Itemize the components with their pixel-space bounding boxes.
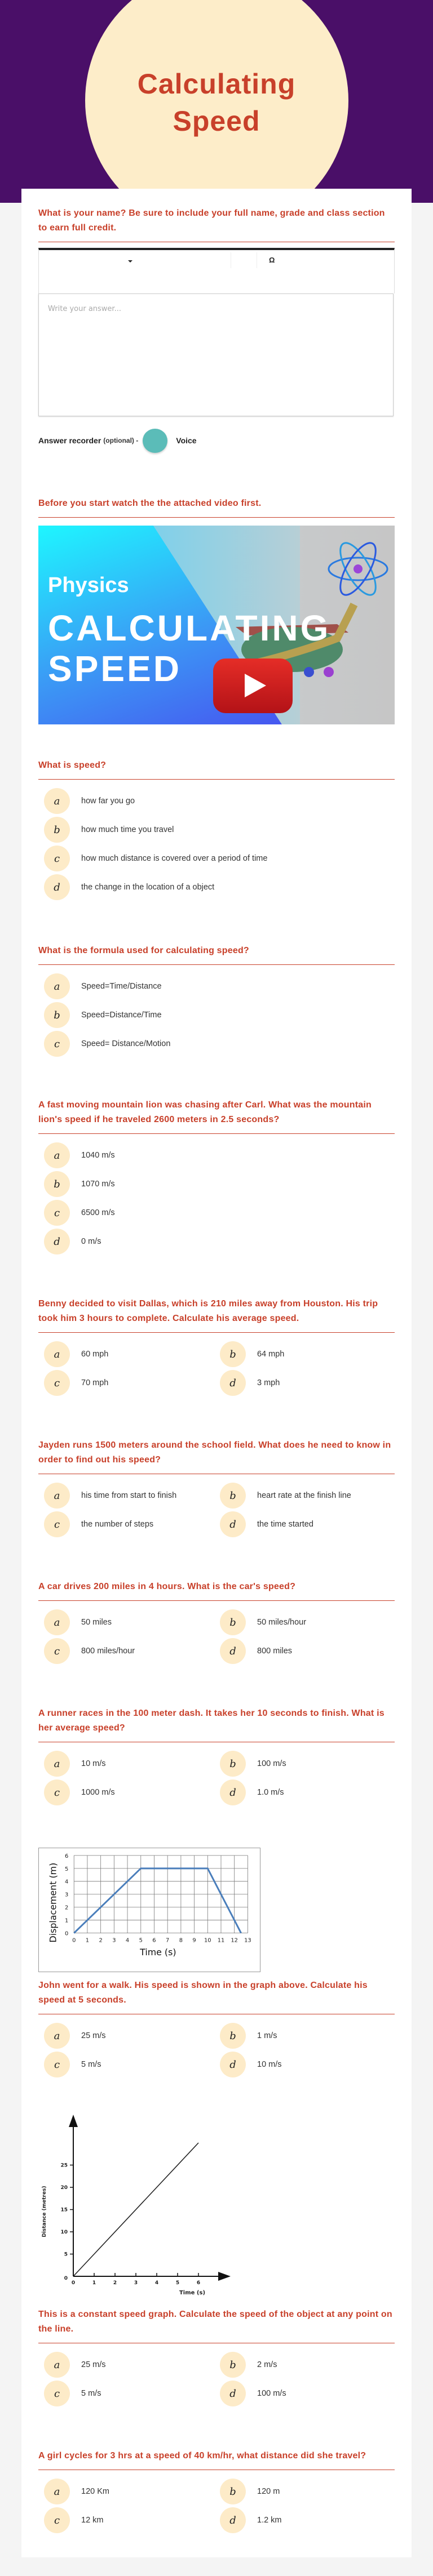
option-letter-badge: b bbox=[220, 1609, 246, 1635]
answer-option-b[interactable] bbox=[214, 1483, 390, 1509]
answer-options bbox=[38, 1609, 395, 1664]
option-text: 10 m/s bbox=[257, 2060, 282, 2069]
y-tick-label: 10 bbox=[60, 2230, 68, 2235]
voice-record-button[interactable] bbox=[143, 429, 167, 453]
x-tick-label: 0 bbox=[72, 1937, 76, 1944]
thumbnail-speed: SPEED bbox=[48, 648, 182, 689]
option-text: 5 m/s bbox=[81, 2389, 101, 2398]
answer-option-c[interactable] bbox=[38, 2507, 214, 2533]
question-title: Benny decided to visit Dallas, which is 210 miles away from Houston. His trip took him 3 hours to complete. Calculate his average speed. bbox=[38, 1297, 395, 1333]
question-title: What is your name? Be sure to include your full name, grade and class section to earn full credit. bbox=[38, 206, 395, 242]
y-tick-label: 2 bbox=[65, 1905, 69, 1911]
question-title: John went for a walk. His speed is shown in the graph above. Calculate his speed at 5 seconds. bbox=[38, 1978, 395, 2014]
x-tick-label: 8 bbox=[179, 1937, 183, 1944]
answer-option-a[interactable] bbox=[38, 1609, 214, 1635]
answer-option-c[interactable] bbox=[38, 1511, 214, 1537]
question-title: Jayden runs 1500 meters around the school field. What does he need to know in order to find out his speed? bbox=[38, 1438, 395, 1474]
x-tick-label: 1 bbox=[92, 2280, 96, 2286]
y-tick-label: 1 bbox=[65, 1917, 69, 1924]
thumbnail-physics: Physics bbox=[48, 573, 129, 597]
question-girl bbox=[38, 2449, 395, 2533]
x-tick-label: 1 bbox=[85, 1937, 90, 1944]
option-text: 70 mph bbox=[81, 1378, 109, 1387]
y-axis-arrow-icon bbox=[69, 2115, 78, 2127]
y-tick-label: 25 bbox=[60, 2163, 68, 2169]
option-text: heart rate at the finish line bbox=[257, 1491, 351, 1500]
option-letter-badge: d bbox=[220, 1511, 246, 1537]
option-letter-badge: d bbox=[44, 874, 70, 900]
option-letter-badge: b bbox=[220, 1341, 246, 1367]
option-text: 1.2 km bbox=[257, 2516, 282, 2525]
question-runner bbox=[38, 1706, 395, 1805]
answer-option-d[interactable] bbox=[214, 1370, 390, 1396]
answer-option-c[interactable] bbox=[38, 1638, 214, 1664]
answer-options bbox=[38, 2352, 395, 2406]
option-text: 100 m/s bbox=[257, 1759, 286, 1768]
option-text: 800 miles/hour bbox=[81, 1647, 135, 1656]
question-car bbox=[38, 1580, 395, 1664]
page-title-line2: Speed bbox=[173, 105, 260, 137]
option-text: 1 m/s bbox=[257, 2031, 277, 2040]
answer-option-a[interactable] bbox=[38, 2352, 214, 2378]
option-letter-badge: c bbox=[44, 1779, 70, 1805]
x-tick-label: 5 bbox=[139, 1937, 143, 1944]
option-text: Speed=Distance/Time bbox=[81, 1011, 162, 1020]
option-text: 2 m/s bbox=[257, 2360, 277, 2369]
option-text: how far you go bbox=[81, 797, 135, 806]
option-letter-badge: b bbox=[44, 817, 70, 843]
x-tick-label: 9 bbox=[192, 1937, 196, 1944]
option-text: the number of steps bbox=[81, 1520, 154, 1529]
option-letter-badge: b bbox=[220, 2023, 246, 2049]
y-axis-label: Distance (metres) bbox=[42, 2186, 47, 2237]
thumbnail-calculating: CALCULATING bbox=[48, 608, 331, 648]
voice-label: Voice bbox=[176, 436, 197, 445]
x-tick-label: 11 bbox=[217, 1937, 225, 1944]
option-text: Speed=Time/Distance bbox=[81, 982, 162, 991]
option-text: 0 m/s bbox=[81, 1237, 101, 1246]
answer-option-b[interactable] bbox=[214, 1609, 390, 1635]
option-letter-badge: d bbox=[220, 1779, 246, 1805]
option-letter-badge: c bbox=[44, 1200, 70, 1226]
answer-option-b[interactable] bbox=[38, 817, 395, 843]
answer-option-a[interactable] bbox=[38, 973, 395, 999]
option-letter-badge: b bbox=[44, 1171, 70, 1197]
option-letter-badge: d bbox=[44, 1229, 70, 1254]
name-question bbox=[38, 206, 395, 242]
video-section bbox=[38, 496, 395, 518]
answer-options bbox=[38, 2023, 395, 2077]
x-tick-label: 10 bbox=[204, 1937, 211, 1944]
atom-icon bbox=[326, 540, 391, 599]
answer-option-c[interactable] bbox=[38, 1779, 214, 1805]
answer-options bbox=[38, 1341, 395, 1396]
answer-option-d[interactable] bbox=[214, 2052, 390, 2077]
option-text: 12 km bbox=[81, 2516, 104, 2525]
answer-option-c[interactable] bbox=[38, 1031, 395, 1057]
answer-option-d[interactable] bbox=[214, 1511, 390, 1537]
option-letter-badge: c bbox=[44, 2052, 70, 2077]
answer-option-a[interactable] bbox=[38, 2479, 214, 2504]
option-text: 6500 m/s bbox=[81, 1208, 115, 1217]
option-text: how much time you travel bbox=[81, 825, 174, 834]
answer-option-d[interactable] bbox=[38, 874, 395, 900]
option-letter-badge: a bbox=[44, 1341, 70, 1367]
x-tick-label: 2 bbox=[113, 2280, 117, 2286]
answer-options bbox=[38, 2479, 395, 2533]
option-letter-badge: c bbox=[44, 1370, 70, 1396]
question-title: This is a constant speed graph. Calculate the speed of the object at any point on the line. bbox=[38, 2307, 395, 2343]
option-letter-badge: c bbox=[44, 1638, 70, 1664]
text-format-toolbar bbox=[38, 248, 395, 293]
x-tick-label: 4 bbox=[125, 1937, 130, 1944]
distance-series-line bbox=[73, 2143, 198, 2276]
page-title-line1: Calculating bbox=[137, 68, 296, 100]
x-tick-label: 12 bbox=[231, 1937, 238, 1944]
x-tick-label: 3 bbox=[134, 2280, 138, 2286]
option-text: 1.0 m/s bbox=[257, 1788, 284, 1797]
y-tick-label: 0 bbox=[64, 2276, 68, 2281]
question-benny bbox=[38, 1297, 395, 1396]
answer-option-c[interactable] bbox=[38, 846, 395, 871]
option-letter-badge: c bbox=[44, 1511, 70, 1537]
option-text: 3 mph bbox=[257, 1378, 280, 1387]
option-letter-badge: b bbox=[220, 1483, 246, 1509]
question-speed-def bbox=[38, 758, 395, 900]
option-text: 50 miles bbox=[81, 1618, 112, 1627]
option-letter-badge: d bbox=[220, 2507, 246, 2533]
answer-option-a[interactable] bbox=[38, 2023, 214, 2049]
y-tick-label: 3 bbox=[65, 1892, 69, 1898]
answer-options bbox=[38, 1142, 395, 1254]
x-tick-label: 6 bbox=[196, 2280, 201, 2286]
answer-option-d[interactable] bbox=[214, 1779, 390, 1805]
option-text: the time started bbox=[257, 1520, 313, 1529]
recorder-label: Answer recorder bbox=[38, 436, 101, 445]
question-title: A fast moving mountain lion was chasing after Carl. What was the mountain lion's speed if he traveled 2600 meters in 2.5 seconds? bbox=[38, 1098, 395, 1134]
option-text: 1070 m/s bbox=[81, 1180, 115, 1189]
x-axis-label: Time (s) bbox=[179, 2290, 206, 2296]
option-letter-badge: a bbox=[44, 1609, 70, 1635]
option-text: 60 mph bbox=[81, 1350, 109, 1359]
y-tick-label: 0 bbox=[65, 1930, 69, 1937]
option-letter-badge: a bbox=[44, 1142, 70, 1168]
x-tick-label: 0 bbox=[71, 2280, 76, 2286]
answer-option-a[interactable] bbox=[38, 1341, 214, 1367]
special-character-button[interactable]: Ω bbox=[269, 256, 275, 264]
answer-option-a[interactable] bbox=[38, 1483, 214, 1509]
question-title: A girl cycles for 3 hrs at a speed of 40 km/hr, what distance did she travel? bbox=[38, 2449, 395, 2470]
question-title: What is speed? bbox=[38, 758, 395, 780]
question-title: A runner races in the 100 meter dash. It takes her 10 seconds to finish. What is her average speed? bbox=[38, 1706, 395, 1742]
option-text: 50 miles/hour bbox=[257, 1618, 307, 1627]
answer-option-b[interactable] bbox=[214, 1341, 390, 1367]
video-section-title: Before you start watch the the attached video first. bbox=[38, 496, 395, 518]
option-text: Speed= Distance/Motion bbox=[81, 1039, 171, 1048]
answer-option-b[interactable] bbox=[38, 1171, 395, 1197]
distance-time-chart bbox=[40, 2107, 232, 2301]
option-text: how much distance is covered over a period of time bbox=[81, 854, 268, 863]
x-tick-label: 7 bbox=[166, 1937, 170, 1944]
option-letter-badge: b bbox=[220, 1751, 246, 1777]
x-tick-label: 6 bbox=[152, 1937, 156, 1944]
answer-option-d[interactable] bbox=[38, 1229, 395, 1254]
y-axis-label: Displacement (m) bbox=[47, 1862, 59, 1943]
option-letter-badge: a bbox=[44, 1483, 70, 1509]
option-text: the change in the location of a object bbox=[81, 883, 215, 892]
answer-option-b[interactable] bbox=[214, 2352, 390, 2378]
option-text: 5 m/s bbox=[81, 2060, 101, 2069]
option-letter-badge: a bbox=[44, 1751, 70, 1777]
y-tick-label: 4 bbox=[65, 1879, 69, 1885]
x-tick-label: 2 bbox=[99, 1937, 103, 1944]
option-letter-badge: d bbox=[220, 1638, 246, 1664]
answer-options bbox=[38, 1483, 395, 1537]
option-letter-badge: a bbox=[44, 2352, 70, 2378]
play-button-icon[interactable] bbox=[213, 659, 293, 713]
displacement-series-line bbox=[74, 1868, 241, 1933]
option-letter-badge: a bbox=[44, 973, 70, 999]
x-tick-label: 4 bbox=[154, 2280, 159, 2286]
answer-option-a[interactable] bbox=[38, 788, 395, 814]
answer-option-c[interactable] bbox=[38, 2052, 214, 2077]
question-title: A car drives 200 miles in 4 hours. What is the car's speed? bbox=[38, 1580, 395, 1601]
answer-textarea[interactable]: Write your answer... bbox=[38, 293, 394, 416]
answer-option-c[interactable] bbox=[38, 2381, 214, 2406]
answer-option-c[interactable] bbox=[38, 1200, 395, 1226]
video-thumbnail[interactable] bbox=[38, 526, 395, 724]
answer-recorder bbox=[38, 434, 197, 447]
option-letter-badge: a bbox=[44, 2023, 70, 2049]
option-text: 120 m bbox=[257, 2487, 280, 2496]
answer-option-b[interactable] bbox=[38, 1002, 395, 1028]
y-tick-label: 5 bbox=[65, 1866, 69, 1872]
question-jayden bbox=[38, 1438, 395, 1537]
x-tick-label: 13 bbox=[244, 1937, 251, 1944]
y-tick-label: 5 bbox=[64, 2252, 68, 2258]
answer-option-d[interactable] bbox=[214, 1638, 390, 1664]
answer-option-b[interactable] bbox=[214, 2023, 390, 2049]
option-text: 1040 m/s bbox=[81, 1151, 115, 1160]
caret-down-icon[interactable] bbox=[128, 260, 132, 263]
x-tick-label: 3 bbox=[112, 1937, 116, 1944]
answer-options bbox=[38, 973, 395, 1057]
option-text: 800 miles bbox=[257, 1647, 293, 1656]
answer-option-d[interactable] bbox=[214, 2381, 390, 2406]
answer-option-a[interactable] bbox=[38, 1751, 214, 1777]
option-text: 64 mph bbox=[257, 1350, 285, 1359]
question-john bbox=[38, 1978, 395, 2077]
question-constant bbox=[38, 2307, 395, 2406]
title-circle bbox=[85, 0, 348, 203]
answer-options bbox=[38, 788, 395, 900]
option-letter-badge: d bbox=[220, 1370, 246, 1396]
x-axis-arrow-icon bbox=[218, 2272, 231, 2281]
answer-option-b[interactable] bbox=[214, 1751, 390, 1777]
recorder-optional: (optional) - bbox=[103, 437, 139, 444]
y-tick-label: 6 bbox=[65, 1853, 69, 1859]
answer-option-d[interactable] bbox=[214, 2507, 390, 2533]
answer-option-b[interactable] bbox=[214, 2479, 390, 2504]
x-tick-label: 5 bbox=[175, 2280, 180, 2286]
option-letter-badge: d bbox=[220, 2381, 246, 2406]
option-text: his time from start to finish bbox=[81, 1491, 177, 1500]
option-letter-badge: c bbox=[44, 1031, 70, 1057]
question-formula bbox=[38, 944, 395, 1057]
answer-option-c[interactable] bbox=[38, 1370, 214, 1396]
y-tick-label: 15 bbox=[60, 2207, 68, 2213]
option-text: 25 m/s bbox=[81, 2360, 106, 2369]
answer-options bbox=[38, 1751, 395, 1805]
option-letter-badge: c bbox=[44, 2507, 70, 2533]
header-banner bbox=[0, 0, 433, 203]
option-text: 10 m/s bbox=[81, 1759, 106, 1768]
displacement-time-chart bbox=[38, 1848, 260, 1972]
option-letter-badge: b bbox=[220, 2479, 246, 2504]
option-letter-badge: c bbox=[44, 2381, 70, 2406]
question-title: What is the formula used for calculating speed? bbox=[38, 944, 395, 965]
x-axis-label: Time (s) bbox=[140, 1947, 176, 1958]
option-letter-badge: b bbox=[44, 1002, 70, 1028]
question-lion bbox=[38, 1098, 395, 1254]
option-letter-badge: b bbox=[220, 2352, 246, 2378]
answer-option-a[interactable] bbox=[38, 1142, 395, 1168]
option-text: 120 Km bbox=[81, 2487, 109, 2496]
option-text: 25 m/s bbox=[81, 2031, 106, 2040]
option-text: 100 m/s bbox=[257, 2389, 286, 2398]
option-letter-badge: d bbox=[220, 2052, 246, 2077]
option-letter-badge: c bbox=[44, 846, 70, 871]
option-letter-badge: a bbox=[44, 2479, 70, 2504]
y-tick-label: 20 bbox=[60, 2185, 68, 2191]
option-text: 1000 m/s bbox=[81, 1788, 115, 1797]
option-letter-badge: a bbox=[44, 788, 70, 814]
